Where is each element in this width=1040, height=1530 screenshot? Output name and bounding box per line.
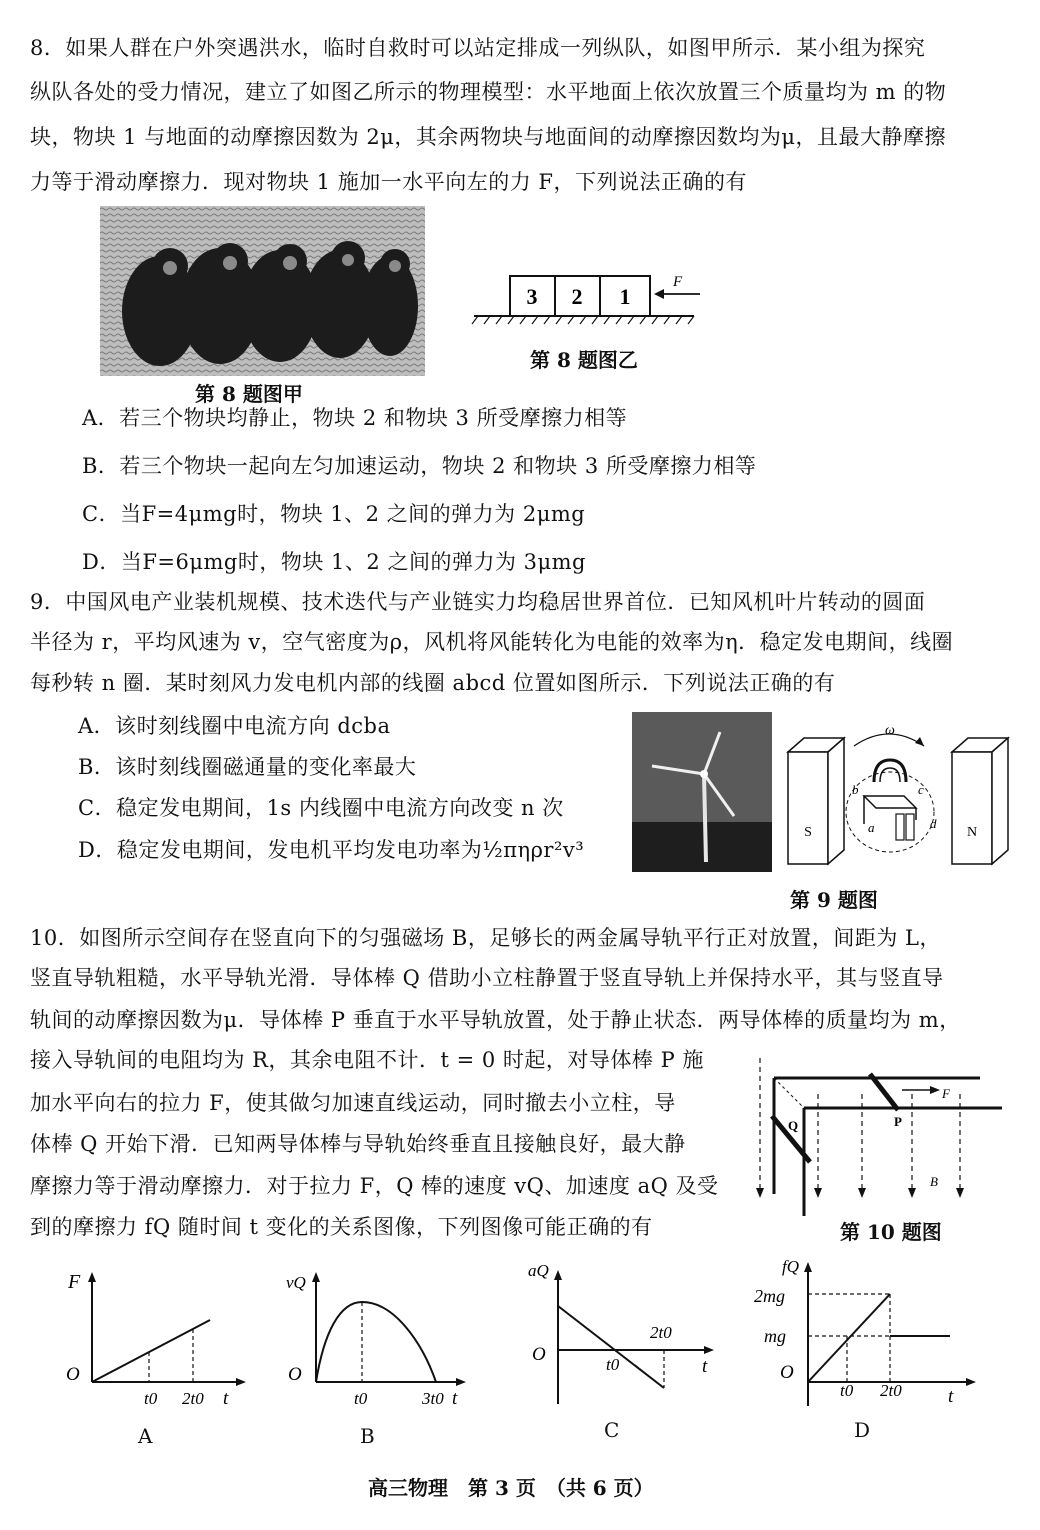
graph-c-tick-t0: t0 [606,1355,620,1374]
q9-option-b: B．该时刻线圈磁通量的变化率最大 [78,755,417,779]
graph-a-tick-t0: t0 [144,1389,158,1408]
graph-d-ylabel: fQ [782,1257,799,1276]
q10-line-6: 体棒 Q 开始下滑．已知两导体棒与导轨始终垂直且接触良好，最大静 [30,1132,686,1156]
graph-a [60,1262,250,1412]
graph-d-option: D [854,1418,871,1442]
coil-label-b: b [852,782,859,797]
graph-b-option: B [360,1424,375,1448]
q8-blocks-diagram [470,262,710,332]
q9-option-a: A．该时刻线圈中电流方向 dcba [78,714,391,738]
graph-b-origin: O [288,1364,302,1385]
graph-a-origin: O [66,1364,80,1385]
page-footer: 高三物理 第 3 页 （共 6 页） [368,1476,654,1500]
q10-line-2: 竖直导轨粗糙，水平导轨光滑．导体棒 Q 借助小立柱静置于竖直导轨上并保持水平，其与竖直导 [30,966,944,990]
rod-q-label: Q [788,1118,799,1133]
q9-line-1: 9．中国风电产业装机规模、技术迭代与产业链实力均稳居世界首位．已知风机叶片转动的圆面 [30,590,926,614]
force-f-label: F [942,1086,950,1101]
graph-b-curve [316,1302,436,1382]
graph-d [752,1250,982,1410]
q8-line-3: 块，物块 1 与地面的动摩擦因数为 2μ，其余两物块与地面间的动摩擦因数均为μ，且最大静摩擦 [30,125,947,149]
q9-option-d: D．稳定发电期间，发电机平均发电功率为½πηρr²v³ [78,838,585,862]
q10-rails-diagram [750,1054,1010,1220]
rod-p-label: P [894,1114,902,1129]
graph-a-tick-2t0: 2t0 [182,1389,204,1408]
graph-c-xlabel: t [702,1356,708,1377]
q10-line-8: 到的摩擦力 fQ 随时间 t 变化的关系图像，下列图像可能正确的有 [30,1215,653,1239]
q8-fig-b-caption: 第 8 题图乙 [530,348,638,372]
q10-line-7: 摩擦力等于滑动摩擦力．对于拉力 F，Q 棒的速度 vQ、加速度 aQ 及受 [30,1174,719,1198]
graph-c-line [558,1306,664,1388]
magnet-s [788,752,828,864]
graph-d-ytick-mg: mg [764,1326,786,1346]
coil-label-c: c [918,782,924,797]
magnet-s-label: S [804,825,812,840]
q10-caption: 第 10 题图 [840,1220,942,1244]
graph-b-xlabel: t [452,1388,458,1409]
graph-b [282,1262,472,1412]
graph-c-ylabel: aQ [528,1261,549,1280]
graph-c-origin: O [532,1344,546,1365]
magnet-n [952,752,992,864]
graph-b-ylabel: vQ [286,1273,306,1292]
graph-d-ytick-2mg: 2mg [754,1286,785,1306]
block-3-label: 3 [526,284,538,309]
graph-b-tick-t0: t0 [354,1389,368,1408]
q8-photo-queue [100,206,425,376]
q9-option-c: C．稳定发电期间，1s 内线圈中电流方向改变 n 次 [78,796,564,820]
q8-option-a: A．若三个物块均静止，物块 2 和物块 3 所受摩擦力相等 [82,406,628,430]
graph-d-rise [808,1294,890,1382]
q8-fig-a-caption: 第 8 题图甲 [195,382,303,406]
magnet-n-label: N [966,825,978,840]
q9-line-3: 每秒转 n 圈．某时刻风力发电机内部的线圈 abcd 位置如图所示．下列说法正确的有 [30,671,836,695]
q8-line-1: 8．如果人群在户外突遇洪水，临时自救时可以站定排成一列纵队，如图甲所示．某小组为探究 [30,36,926,60]
coil-abcd [864,796,916,808]
graph-d-tick-t0: t0 [840,1381,854,1400]
block-2-label: 2 [571,284,583,309]
graph-a-xlabel: t [223,1388,229,1409]
coil-label-a: a [868,820,875,835]
omega-label: ω [885,724,895,738]
q9-turbine-photo [632,712,772,872]
q10-line-5: 加水平向右的拉力 F，使其做匀加速直线运动，同时撤去小立柱，导 [30,1091,676,1115]
graph-c [524,1256,724,1406]
q8-option-d: D．当F=6μmg时，物块 1、2 之间的弹力为 3μmg [82,550,586,574]
q9-caption: 第 9 题图 [790,888,878,912]
q8-line-2: 纵队各处的受力情况，建立了如图乙所示的物理模型：水平地面上依次放置三个质量均为 m 的物 [30,80,947,104]
q8-option-c: C．当F=4μmg时，物块 1、2 之间的弹力为 2μmg [82,502,586,526]
graph-c-option: C [604,1418,620,1442]
graph-a-option: A [138,1424,153,1448]
field-b-label: B [930,1174,938,1189]
graph-c-tick-2t0: 2t0 [650,1323,672,1342]
q9-generator-diagram [784,724,1024,874]
q8-option-b: B．若三个物块一起向左匀加速运动，物块 2 和物块 3 所受摩擦力相等 [82,454,757,478]
graph-a-line [92,1320,210,1382]
graph-d-origin: O [780,1362,794,1383]
q10-line-4: 接入导轨间的电阻均为 R，其余电阻不计．t = 0 时起，对导体棒 P 施 [30,1048,704,1072]
graph-a-ylabel: F [68,1271,81,1293]
q9-line-2: 半径为 r，平均风速为 v，空气密度为ρ，风机将风能转化为电能的效率为η．稳定发电期间，线圈 [30,630,954,654]
graph-d-tick-2t0: 2t0 [880,1381,902,1400]
block-1-label: 1 [619,284,631,309]
graph-b-tick-3t0: 3t0 [422,1389,444,1408]
graph-d-xlabel: t [948,1386,954,1407]
q10-line-1: 10．如图所示空间存在竖直向下的匀强磁场 B，足够长的两金属导轨平行正对放置，间距为 L， [30,926,941,950]
q8-line-4: 力等于滑动摩擦力．现对物块 1 施加一水平向左的力 F，下列说法正确的有 [30,170,747,194]
coil-label-d: d [930,816,937,831]
q10-line-3: 轨间的动摩擦因数为μ．导体棒 P 垂直于水平导轨放置，处于静止状态．两导体棒的质量均为 m， [30,1008,961,1032]
force-label: F [673,274,683,290]
